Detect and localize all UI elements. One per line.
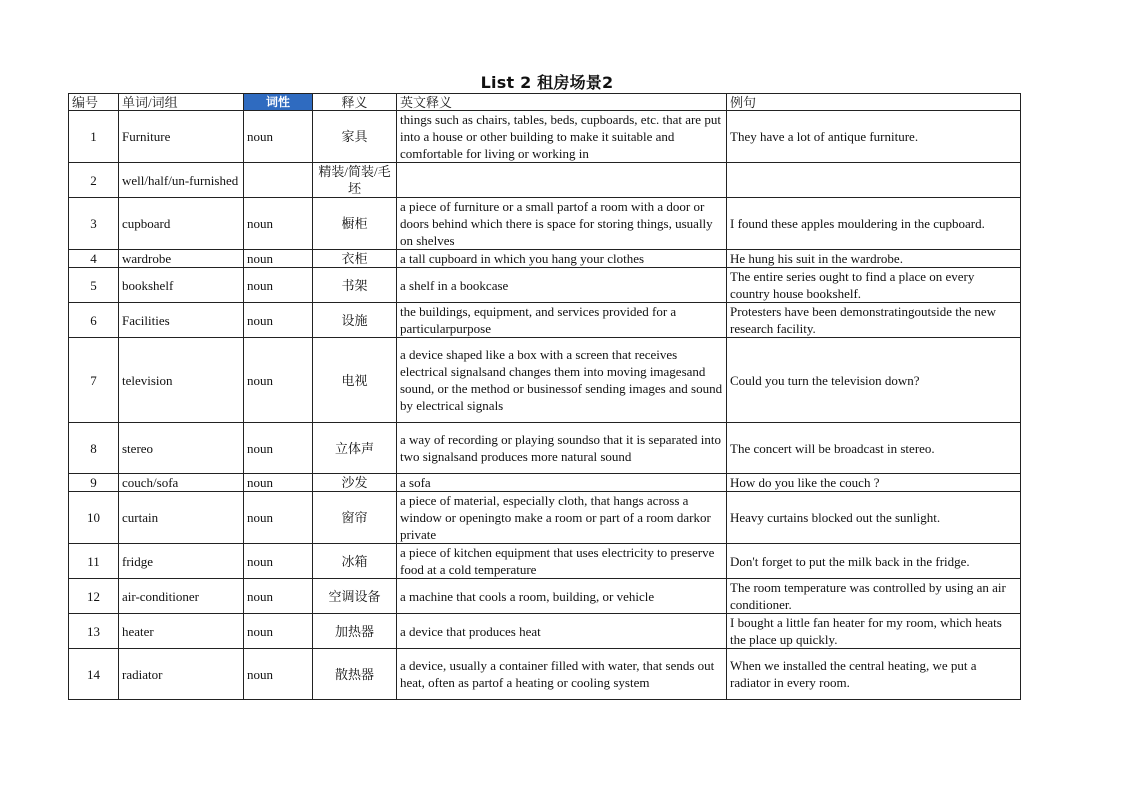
- row-pos: noun: [244, 614, 313, 649]
- row-number: 11: [69, 544, 119, 579]
- table-row: [69, 250, 1021, 268]
- row-meaning-cn: 家具: [313, 111, 397, 163]
- table-row: [69, 492, 1021, 544]
- row-meaning-en: a piece of furniture or a small partof a room with a door or doors behind which there is space for storing things, usually on shelves: [397, 198, 727, 250]
- row-number: 7: [69, 338, 119, 423]
- row-pos: noun: [244, 579, 313, 614]
- table-header-row: [69, 94, 1021, 111]
- row-pos: noun: [244, 303, 313, 338]
- row-example: He hung his suit in the wardrobe.: [727, 250, 1021, 268]
- row-example: Protesters have been demonstratingoutside the new research facility.: [727, 303, 1021, 338]
- row-meaning-en: a piece of material, especially cloth, that hangs across a window or openingto make a room or part of a room darkor private: [397, 492, 727, 544]
- column-header-example: 例句: [727, 94, 1021, 111]
- row-meaning-en: a shelf in a bookcase: [397, 268, 727, 303]
- row-meaning-en: a way of recording or playing soundso that it is separated into two signalsand produces more natural sound: [397, 423, 727, 474]
- row-pos: noun: [244, 423, 313, 474]
- row-pos: noun: [244, 250, 313, 268]
- column-header-pos: 词性: [244, 94, 313, 111]
- row-example: Don't forget to put the milk back in the fridge.: [727, 544, 1021, 579]
- row-pos: noun: [244, 544, 313, 579]
- row-meaning-en: a device, usually a container filled with water, that sends out heat, often as partof a heating or cooling system: [397, 649, 727, 700]
- row-meaning-cn: 冰箱: [313, 544, 397, 579]
- row-example: I bought a little fan heater for my room, which heats the place up quickly.: [727, 614, 1021, 649]
- row-word: curtain: [119, 492, 244, 544]
- page-title: List 2 租房场景2: [480, 73, 614, 92]
- row-number: 2: [69, 163, 119, 198]
- row-meaning-cn: 设施: [313, 303, 397, 338]
- row-example: How do you like the couch ?: [727, 474, 1021, 492]
- table-row: [69, 614, 1021, 649]
- row-word: radiator: [119, 649, 244, 700]
- row-meaning-en: the buildings, equipment, and services provided for a particularpurpose: [397, 303, 727, 338]
- row-word: couch/sofa: [119, 474, 244, 492]
- row-meaning-cn: 书架: [313, 268, 397, 303]
- table-row: [69, 268, 1021, 303]
- row-meaning-cn: 沙发: [313, 474, 397, 492]
- row-number: 10: [69, 492, 119, 544]
- row-example: The room temperature was controlled by using an air conditioner.: [727, 579, 1021, 614]
- row-number: 14: [69, 649, 119, 700]
- column-header-meaning-en: 英文释义: [397, 94, 727, 111]
- row-number: 6: [69, 303, 119, 338]
- row-word: television: [119, 338, 244, 423]
- row-number: 9: [69, 474, 119, 492]
- row-meaning-en: a tall cupboard in which you hang your clothes: [397, 250, 727, 268]
- row-meaning-cn: 电视: [313, 338, 397, 423]
- row-meaning-en: a piece of kitchen equipment that uses electricity to preserve food at a cold temperature: [397, 544, 727, 579]
- table-row: [69, 544, 1021, 579]
- row-pos: [244, 163, 313, 198]
- row-example: They have a lot of antique furniture.: [727, 111, 1021, 163]
- row-meaning-cn: 散热器: [313, 649, 397, 700]
- row-word: well/half/un-furnished: [119, 163, 244, 198]
- row-example: Heavy curtains blocked out the sunlight.: [727, 492, 1021, 544]
- table-row: [69, 649, 1021, 700]
- row-meaning-cn: 衣柜: [313, 250, 397, 268]
- column-header-word: 单词/词组: [119, 94, 244, 111]
- row-example: The concert will be broadcast in stereo.: [727, 423, 1021, 474]
- row-number: 12: [69, 579, 119, 614]
- row-pos: noun: [244, 111, 313, 163]
- row-word: wardrobe: [119, 250, 244, 268]
- table-row: [69, 303, 1021, 338]
- row-meaning-en: a device shaped like a box with a screen that receives electrical signalsand changes them into moving imagesand sound, or the method or businessof sending images and sound by electrical signals: [397, 338, 727, 423]
- row-number: 8: [69, 423, 119, 474]
- row-word: heater: [119, 614, 244, 649]
- row-word: fridge: [119, 544, 244, 579]
- table-row: [69, 338, 1021, 423]
- row-example: When we installed the central heating, we put a radiator in every room.: [727, 649, 1021, 700]
- row-number: 5: [69, 268, 119, 303]
- row-number: 13: [69, 614, 119, 649]
- row-word: bookshelf: [119, 268, 244, 303]
- row-example: I found these apples mouldering in the cupboard.: [727, 198, 1021, 250]
- row-meaning-cn: 立体声: [313, 423, 397, 474]
- row-word: Facilities: [119, 303, 244, 338]
- table-row: [69, 163, 1021, 198]
- row-meaning-cn: 窗帘: [313, 492, 397, 544]
- row-pos: noun: [244, 649, 313, 700]
- row-example: Could you turn the television down?: [727, 338, 1021, 423]
- column-header-meaning-cn: 释义: [313, 94, 397, 111]
- row-meaning-cn: 空调设备: [313, 579, 397, 614]
- row-meaning-en: a sofa: [397, 474, 727, 492]
- row-pos: noun: [244, 338, 313, 423]
- row-meaning-cn: 加热器: [313, 614, 397, 649]
- table-row: [69, 423, 1021, 474]
- row-meaning-cn: 精装/简装/毛坯: [313, 163, 397, 198]
- row-example: The entire series ought to find a place on every country house bookshelf.: [727, 268, 1021, 303]
- column-header-num: 编号: [69, 94, 119, 111]
- row-word: stereo: [119, 423, 244, 474]
- row-meaning-en: a device that produces heat: [397, 614, 727, 649]
- row-word: air-conditioner: [119, 579, 244, 614]
- row-word: cupboard: [119, 198, 244, 250]
- row-number: 4: [69, 250, 119, 268]
- row-number: 1: [69, 111, 119, 163]
- vocabulary-table: [68, 93, 1021, 700]
- row-pos: noun: [244, 198, 313, 250]
- table-row: [69, 198, 1021, 250]
- row-meaning-en: things such as chairs, tables, beds, cupboards, etc. that are put into a house or other building to make it suitable and comfortable for living or working in: [397, 111, 727, 163]
- row-pos: noun: [244, 474, 313, 492]
- table-row: [69, 474, 1021, 492]
- row-pos: noun: [244, 492, 313, 544]
- row-example: [727, 163, 1021, 198]
- row-word: Furniture: [119, 111, 244, 163]
- table-row: [69, 579, 1021, 614]
- row-number: 3: [69, 198, 119, 250]
- row-meaning-en: [397, 163, 727, 198]
- row-meaning-cn: 橱柜: [313, 198, 397, 250]
- row-pos: noun: [244, 268, 313, 303]
- row-meaning-en: a machine that cools a room, building, or vehicle: [397, 579, 727, 614]
- table-row: [69, 111, 1021, 163]
